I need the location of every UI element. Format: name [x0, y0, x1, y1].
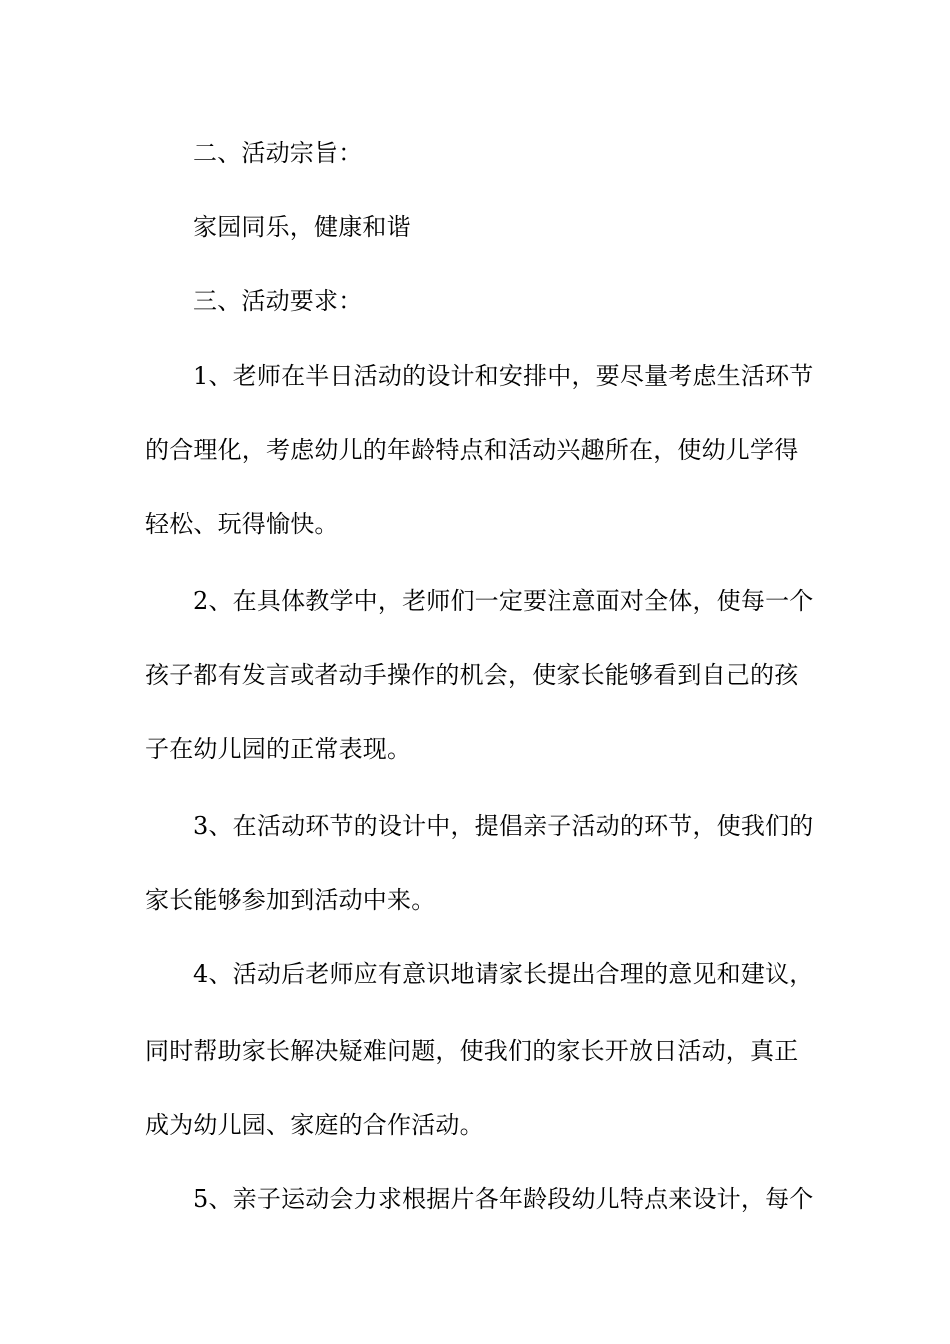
- requirement-2-line-3: 子在幼儿园的正常表现。: [145, 735, 412, 763]
- requirement-2-line-2: 孩子都有发言或者动手操作的机会，使家长能够看到自己的孩: [145, 661, 799, 689]
- requirement-5-line-1: 5、亲子运动会力求根据片各年龄段幼儿特点来设计，每个: [193, 1185, 814, 1213]
- requirement-1-line-1: 1、老师在半日活动的设计和安排中，要尽量考虑生活环节: [193, 362, 814, 390]
- requirement-4-line-2: 同时帮助家长解决疑难问题，使我们的家长开放日活动，真正: [145, 1037, 799, 1065]
- requirement-1-line-3: 轻松、玩得愉快。: [145, 510, 339, 538]
- purpose-text: 家园同乐，健康和谐: [193, 213, 411, 241]
- section-heading-purpose: 二、活动宗旨：: [193, 139, 363, 167]
- requirement-2-line-1: 2、在具体教学中，老师们一定要注意面对全体，使每一个: [193, 587, 814, 615]
- requirement-4-line-1: 4、活动后老师应有意识地请家长提出合理的意见和建议，: [193, 960, 814, 988]
- requirement-3-line-2: 家长能够参加到活动中来。: [145, 886, 436, 914]
- requirement-3-line-1: 3、在活动环节的设计中，提倡亲子活动的环节，使我们的: [193, 812, 814, 840]
- requirement-1-line-2: 的合理化，考虑幼儿的年龄特点和活动兴趣所在，使幼儿学得: [145, 436, 799, 464]
- requirement-4-line-3: 成为幼儿园、家庭的合作活动。: [145, 1111, 484, 1139]
- section-heading-requirements: 三、活动要求：: [193, 287, 363, 315]
